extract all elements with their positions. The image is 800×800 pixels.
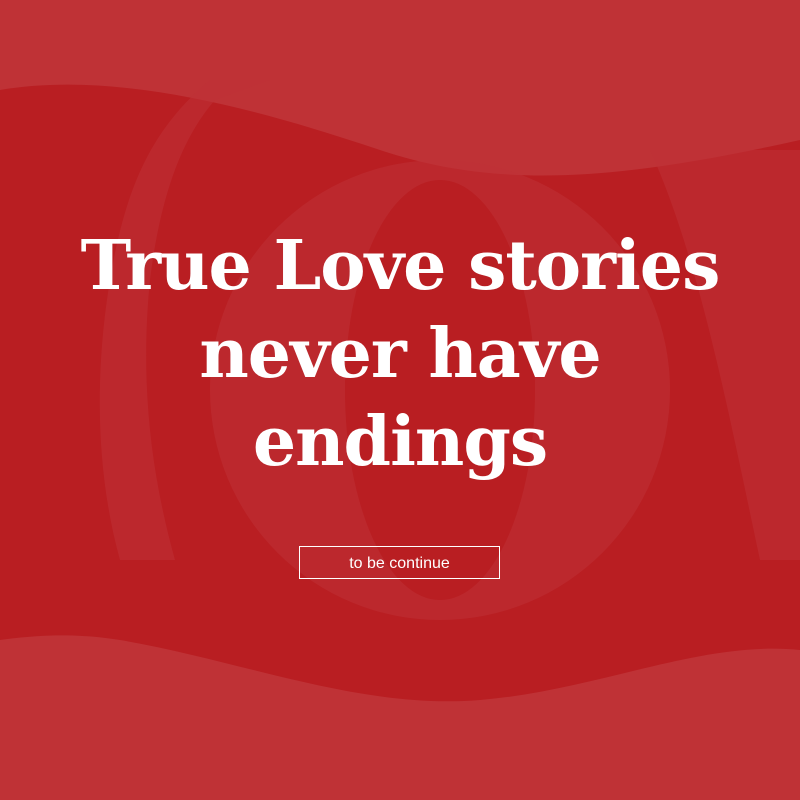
headline-line-2: never have [199, 314, 601, 394]
headline-line-3: endings [252, 402, 548, 482]
headline-line-1: True Love stories [80, 226, 720, 306]
headline [0, 222, 800, 486]
to-be-continue-button[interactable]: to be continue [299, 546, 500, 579]
